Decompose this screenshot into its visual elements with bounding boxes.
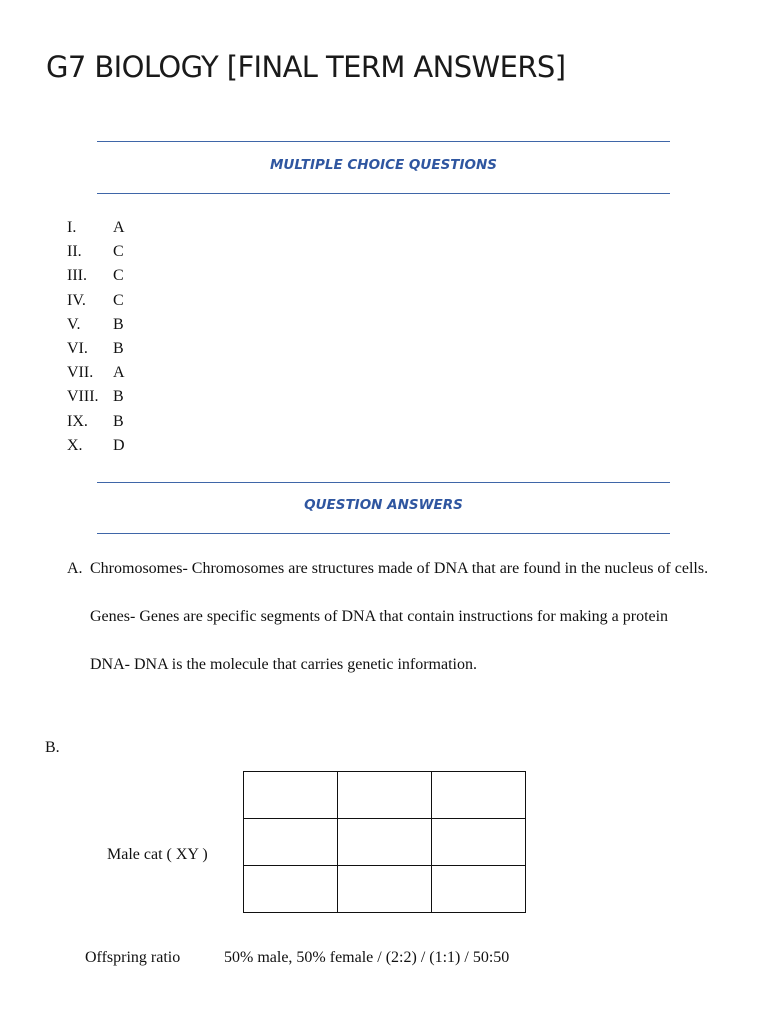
mcq-question-number: VIII. (67, 388, 99, 406)
punnett-row (244, 772, 526, 819)
offspring-ratio-label: Offspring ratio (85, 949, 181, 966)
qa-top-rule (97, 482, 670, 483)
punnett-cell (244, 819, 338, 866)
mcq-item (67, 410, 125, 434)
mcq-item (67, 434, 125, 458)
answer-a-body (90, 557, 717, 677)
answer-a-marker: A. (67, 560, 83, 577)
qa-bottom-rule (97, 533, 670, 534)
punnett-cell (338, 772, 432, 819)
mcq-answer-letter: B (113, 388, 124, 406)
punnett-cell (432, 819, 526, 866)
mcq-answer-letter: A (113, 364, 125, 382)
offspring-ratio-value: 50% male, 50% female / (2:2) / (1:1) / 50:50 (224, 949, 510, 966)
mcq-question-number: VI. (67, 339, 88, 357)
mcq-answer-letter: A (113, 219, 125, 236)
mcq-question-number: VII. (67, 364, 94, 382)
mcq-question-number: IV. (67, 291, 86, 309)
answer-a-genes: Genes- Genes are specific segments of DNA that contain instructions for making a protein (90, 608, 669, 625)
punnett-square (243, 771, 526, 913)
punnett-cell (244, 866, 338, 913)
punnett-cell (432, 772, 526, 819)
mcq-answer-list (67, 216, 125, 458)
mcq-question-number: V. (67, 315, 81, 333)
punnett-row-label: Male cat ( XY ) (107, 846, 208, 863)
mcq-answer-letter: C (113, 243, 124, 261)
punnett-row (244, 819, 526, 866)
page-title: G7 BIOLOGY [FINAL TERM ANSWERS] (46, 50, 566, 84)
punnett-cell (432, 866, 526, 913)
mcq-item (67, 337, 125, 361)
mcq-item (67, 289, 125, 313)
answer-b-marker: B. (45, 739, 60, 756)
mcq-question-number: I. (67, 219, 77, 236)
mcq-item (67, 216, 125, 240)
punnett-cell (338, 866, 432, 913)
answer-a (67, 557, 717, 701)
qa-section-heading: QUESTION ANSWERS (304, 497, 463, 513)
mcq-answer-letter: B (113, 412, 124, 430)
punnett-row (244, 866, 526, 913)
mcq-question-number: III. (67, 267, 87, 285)
mcq-answer-letter: C (113, 267, 124, 285)
mcq-question-number: X. (67, 436, 83, 454)
mcq-answer-letter: B (113, 315, 124, 333)
answer-a-chromosomes: Chromosomes- Chromosomes are structures made of DNA that are found in the nucleus of cells. (90, 560, 709, 577)
punnett-cell (338, 819, 432, 866)
answer-a-dna: DNA- DNA is the molecule that carries genetic information. (90, 656, 477, 673)
mcq-answer-letter: D (113, 436, 125, 454)
mcq-top-rule (97, 141, 670, 142)
punnett-cell (244, 772, 338, 819)
mcq-item (67, 361, 125, 385)
mcq-section-heading: MULTIPLE CHOICE QUESTIONS (269, 157, 498, 173)
mcq-bottom-rule (97, 193, 670, 194)
mcq-item (67, 313, 125, 337)
mcq-answer-letter: B (113, 339, 124, 357)
mcq-question-number: II. (67, 243, 82, 261)
mcq-answer-letter: C (113, 291, 124, 309)
mcq-question-number: IX. (67, 412, 88, 430)
mcq-item (67, 240, 125, 264)
mcq-item (67, 385, 125, 409)
mcq-item (67, 264, 125, 288)
